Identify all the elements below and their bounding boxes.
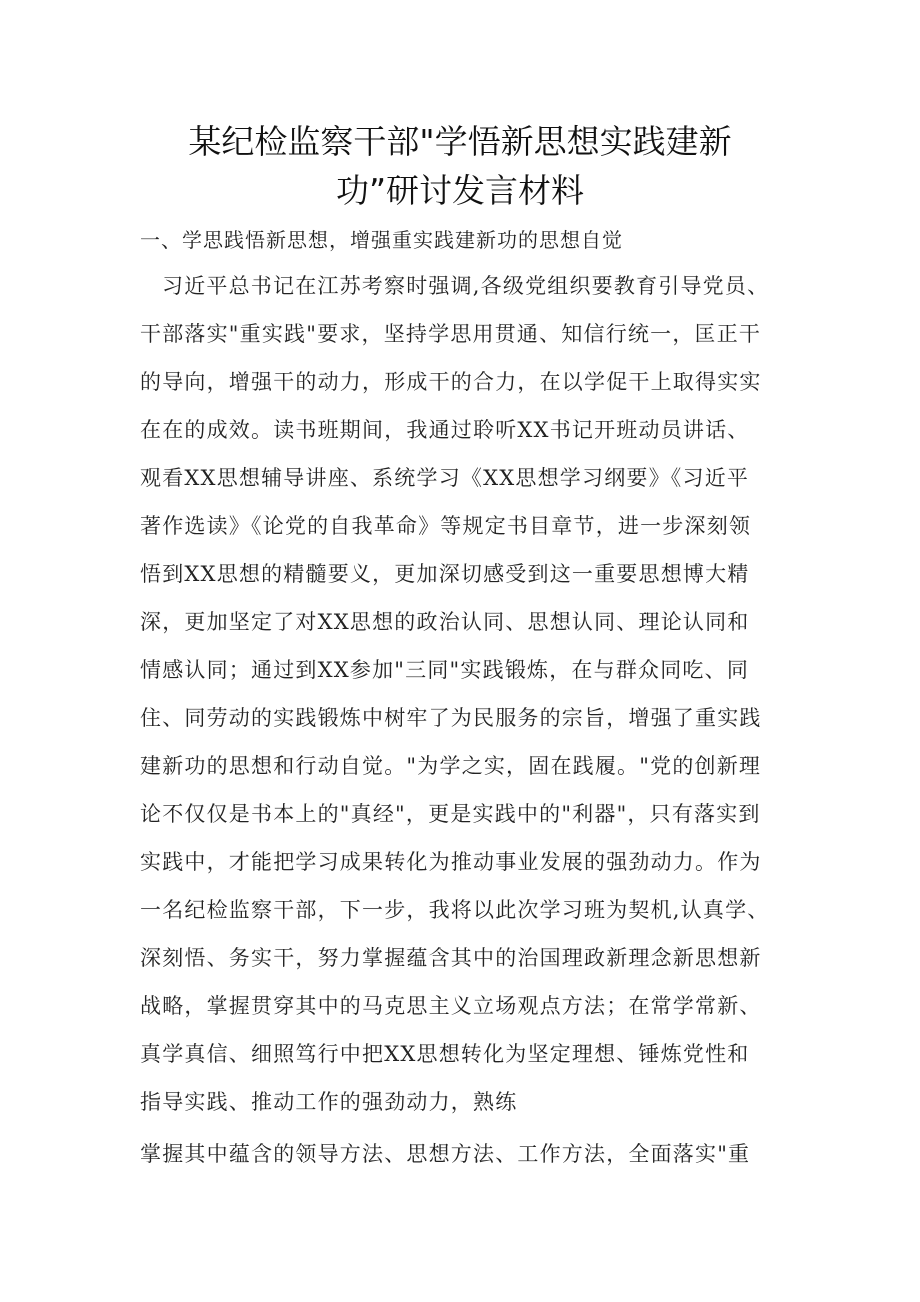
body-line-15: 深刻悟、务实干，努力掌握蕴含其中的治国理政新理念新思想新	[140, 946, 762, 970]
body-line-16: 战略，掌握贯穿其中的马克思主义立场观点方法；在常学常新、	[140, 994, 762, 1018]
body-line-1: 习近平总书记在江苏考察时强调,各级党组织要教育引导党员、	[162, 274, 770, 298]
body-line-4: 在在的成效。读书班期间，我通过聆听XX书记开班动员讲话、	[140, 418, 750, 442]
section-heading: 一、学思践悟新思想，增强重实践建新功的思想自觉	[140, 228, 623, 252]
body-line-12: 论不仅仅是书本上的"真经"，更是实践中的"利器"，只有落实到	[140, 802, 761, 826]
document-title-line-1: 某纪检监察干部"学悟新思想实践建新	[188, 122, 732, 161]
document-title-line-2: 功”研讨发言材料	[335, 171, 585, 210]
body-line-7: 悟到XX思想的精髓要义，更加深切感受到这一重要思想博大精	[140, 562, 750, 586]
body-line-3: 的导向，增强干的动力，形成干的合力，在以学促干上取得实实	[140, 370, 762, 394]
body-line-6: 著作选读》《论党的自我革命》等规定书目章节，进一步深刻领	[140, 514, 752, 538]
body-line-2: 干部落实"重实践"要求，坚持学思用贯通、知信行统一，匡正干	[140, 322, 762, 346]
body-line-18: 指导实践、推动工作的强劲动力，熟练	[140, 1090, 518, 1114]
body-line-14: 一名纪检监察干部，下一步，我将以此次学习班为契机,认真学、	[140, 898, 770, 922]
body-line-13: 实践中，才能把学习成果转化为推动事业发展的强劲动力。作为	[140, 850, 762, 874]
body-line-9: 情感认同；通过到XX参加"三同"实践锻炼，在与群众同吃、同	[140, 658, 750, 682]
body-line-10: 住、同劳动的实践锻炼中树牢了为民服务的宗旨，增强了重实践	[140, 706, 762, 730]
body-line-17: 真学真信、细照笃行中把XX思想转化为坚定理想、锤炼党性和	[140, 1042, 750, 1066]
body-line-19: 掌握其中蕴含的领导方法、思想方法、工作方法，全面落实"重	[140, 1142, 751, 1166]
body-line-5: 观看XX思想辅导讲座、系统学习《XX思想学习纲要》《习近平	[140, 466, 750, 490]
body-line-8: 深，更加坚定了对XX思想的政治认同、思想认同、理论认同和	[140, 610, 750, 634]
body-line-11: 建新功的思想和行动自觉。"为学之实，固在践履。"党的创新理	[140, 754, 762, 778]
